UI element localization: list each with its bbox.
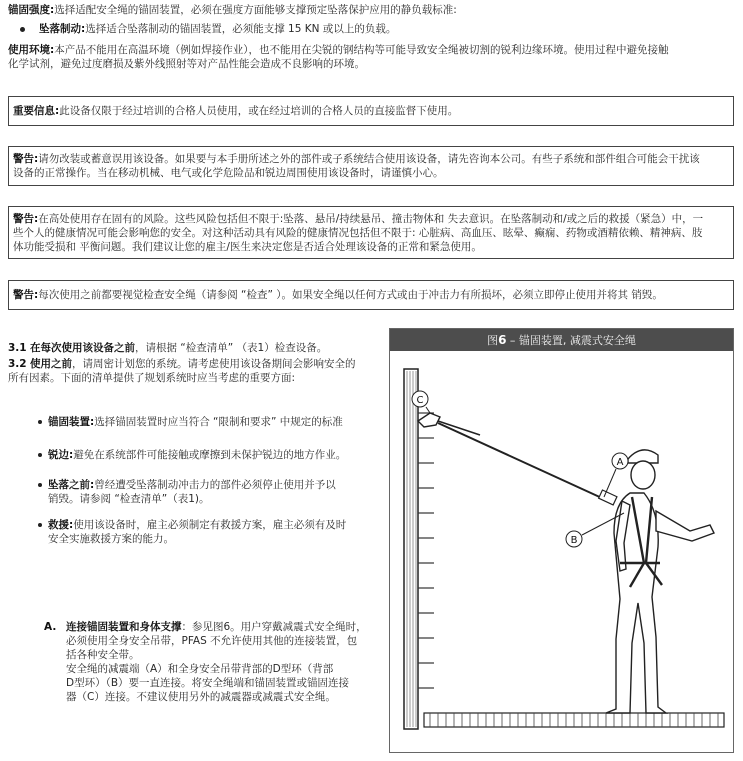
section-3-1: [8, 341, 383, 355]
section-a-paragraph: [66, 620, 386, 704]
list-item-text-2: 销毁。请参阅 “检查清单”（表1)。: [48, 493, 210, 505]
figure-title-dash: –: [509, 334, 516, 347]
list-item-text: 使用该设备时，雇主必须制定有救援方案，雇主必须有及时: [73, 519, 347, 531]
figure-title-prefix: 图: [487, 334, 499, 347]
ladder-rungs: [418, 413, 434, 688]
bullet-icon: [38, 523, 42, 527]
warning2-line3: 体功能受损和 平衡问题。我们建议让您的雇主/医生来决定您是否适合处理该设备的正常和紧急使用。: [13, 241, 482, 253]
list-item-label: 锚固装置:: [48, 416, 95, 428]
callout-c-label: C: [416, 395, 424, 406]
warning-box-inspect: [8, 280, 734, 310]
env-text-2: 化学试剂，避免过度磨损及紫外线照射等对产品性能会造成不良影响的环境。: [8, 58, 365, 70]
list-item: [48, 415, 378, 429]
list-item: [48, 448, 378, 462]
warning3-text: 每次使用之前都要视觉检查安全绳（请参阅 “检查” ）。如果安全绳以任何方式或由于冲击力有所损坏，必须立即停止使用并将其 销毁。: [38, 289, 663, 301]
important-label: 重要信息:: [13, 105, 60, 117]
anchor-strength-paragraph: [8, 3, 738, 17]
section-3-2-bold: 使用之前: [29, 358, 72, 370]
list-item-text-2: 安全实施救援方案的能力。: [48, 533, 174, 545]
warning3-label: 警告:: [13, 289, 39, 301]
section-3-1-number: 3.1: [8, 342, 27, 354]
lanyard: [438, 423, 604, 499]
section-a-bold: 连接锚固装置和身体支撑: [66, 621, 182, 633]
fall-arrest-text: 选择适合坠落制动的锚固装置，必须能支撑 15 KN 或以上的负载。: [85, 23, 397, 35]
callout-a-label: A: [616, 457, 624, 468]
anchor-lanyard-illustration: [390, 351, 733, 752]
warning2-line2: 些个人的健康情况可能会影响您的安全。对这种活动具有风险的健康情况包括但不限于: 心脏病、高血压、眩晕、癫痫、药物或酒精依赖、精神病、肢: [13, 227, 703, 239]
important-text: 此设备仅限于经过培训的合格人员使用，或在经过培训的合格人员的直接监督下使用。: [59, 105, 459, 117]
section-a-line2: 必须使用全身安全吊带，PFAS 不允许使用其他的连接装置，包: [66, 635, 358, 647]
list-item-text: 避免在系统部件可能接触或摩擦到未保护锐边的地方作业。: [73, 449, 347, 461]
warning1-line2: 设备的正常操作。当在移动机械、电气或化学危险品和锐边周围使用该设备时，请谨慎小心。: [13, 167, 444, 179]
section-3-1-text: ，请根据 “检查清单” （表1）检查设备。: [134, 342, 328, 354]
callout-b-label: B: [570, 535, 578, 546]
anchor-connector: [418, 413, 440, 427]
warning1-label: 警告:: [13, 153, 39, 165]
section-a-line3: 括各种安全带。: [66, 649, 140, 661]
section-3-2-text-1: ，请周密计划您的系统。请考虑使用该设备期间会影响安全的: [71, 358, 356, 370]
figure-6: [389, 328, 734, 753]
section-a-letter: [44, 620, 66, 634]
head: [631, 461, 655, 489]
warning2-line1: 在高处使用存在固有的风险。这些风险包括但不限于:坠落、悬吊/持续悬吊、撞击物体和 失去意识。在坠落制动和/或之后的救援（紧急）中，一: [38, 213, 704, 225]
outstretched-arm: [656, 511, 714, 541]
list-item: [48, 478, 378, 506]
list-item-label: 锐边:: [48, 449, 74, 461]
env-text-1: 本产品不能用在高温环境（例如焊接作业），也不能用在尖锐的钢结构等可能导致安全绳被切割的锐利边缘环境。使用过程中避免接触: [54, 44, 669, 56]
section-3-2-number: 3.2: [8, 358, 27, 370]
list-item-text: 曾经遭受坠落制动冲击力的部件必须停止使用并予以: [94, 479, 336, 491]
anchor-strength-label: 锚固强度:: [8, 4, 55, 16]
section-a-line4: 安全绳的减震端（A）和全身安全吊带背部的D型环（背部: [66, 663, 334, 675]
fall-arrest-label: 坠落制动:: [39, 23, 86, 35]
section-a-line5: D型环）（B）要一直连接。将安全绳端和锚固装置或锚固连接: [66, 677, 350, 689]
env-label: 使用环境:: [8, 44, 55, 56]
warning-box-risk: [8, 206, 734, 259]
important-info-box: [8, 96, 734, 126]
list-item-label: 坠落之前:: [48, 479, 95, 491]
bullet-icon: [38, 483, 42, 487]
warning1-line1: 请勿改装或蓄意误用该设备。如果要与本手册所述之外的部件或子系统结合使用该设备，请先咨询本公司。有些子系统和部件组合可能会干扰该: [38, 153, 700, 165]
section-3-2: [8, 357, 383, 385]
list-item-text: 选择锚固装置时应当符合 “限制和要求” 中规定的标准: [94, 416, 343, 428]
bullet-icon: [38, 453, 42, 457]
warning-box-modify: [8, 146, 734, 186]
environment-paragraph: [8, 43, 738, 71]
callouts: [412, 391, 628, 547]
section-3-2-text-2: 所有因素。下面的清单提供了规划系统时应当考虑的重要方面:: [8, 372, 296, 384]
list-item-label: 救援:: [48, 519, 74, 531]
figure-title-text: 锚固装置, 减震式安全绳: [518, 334, 636, 347]
section-a-line6: 器（C）连接。不建议使用另外的减震器或减震式安全绳。: [66, 691, 336, 703]
figure-number: 6: [498, 333, 507, 347]
anchor-strength-text: 选择适配安全绳的锚固装置，必须在强度方面能够支撑预定坠落保护应用的静负载标准:: [54, 4, 457, 16]
section-a-line1: ：参见图6。用户穿戴减震式安全绳时，: [181, 621, 367, 633]
bullet-icon: [20, 27, 25, 32]
list-item: [48, 518, 378, 546]
warning2-label: 警告:: [13, 213, 39, 225]
fall-arrest-bullet: [20, 22, 738, 36]
bullet-icon: [38, 420, 42, 424]
shock-absorber: [599, 490, 617, 505]
section-a-letter-text: A.: [44, 621, 57, 633]
figure-title: [390, 329, 733, 351]
section-3-1-bold: 在每次使用该设备之前: [29, 342, 135, 354]
